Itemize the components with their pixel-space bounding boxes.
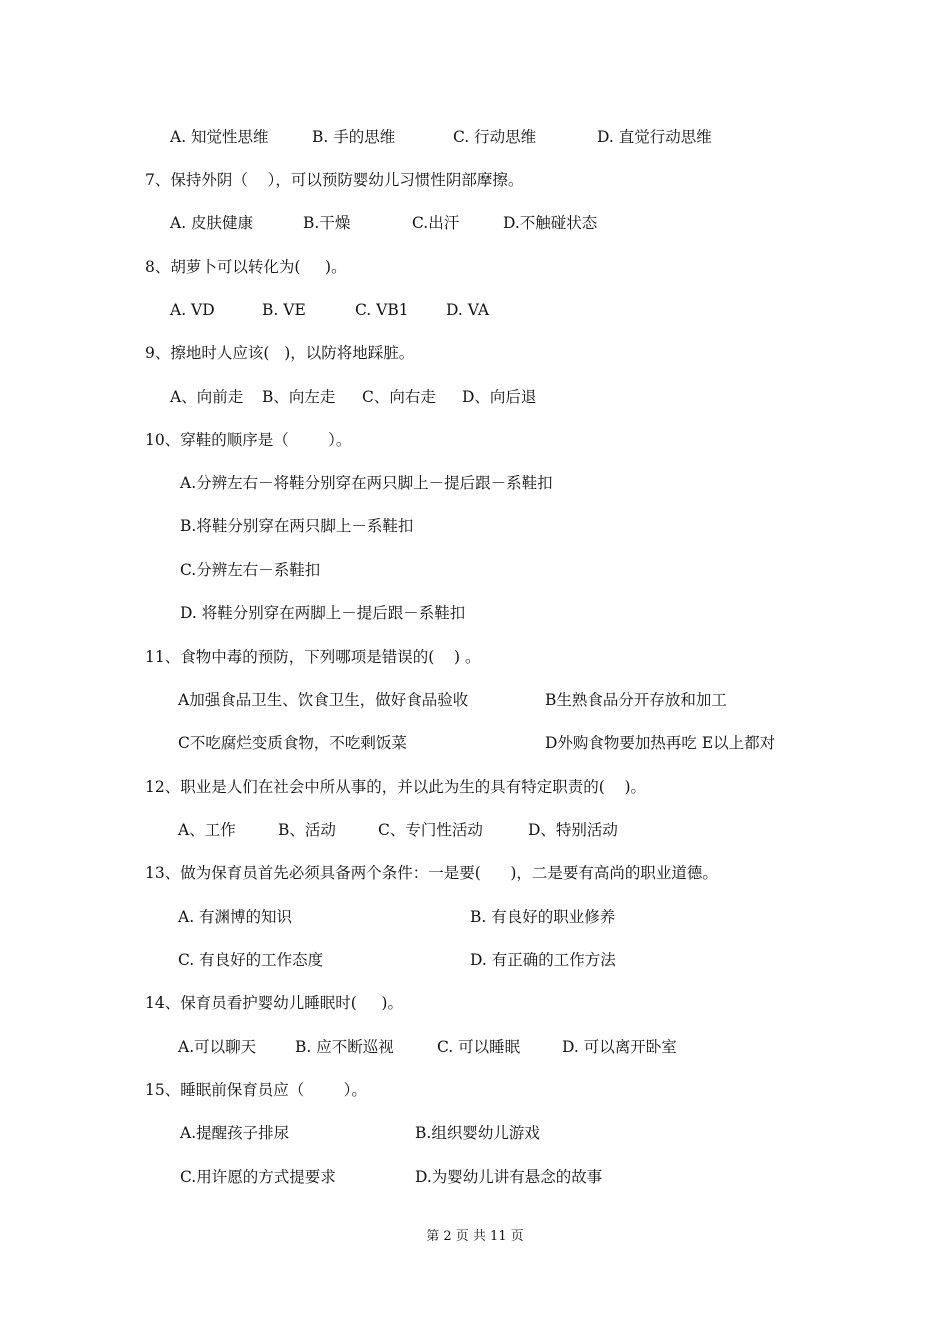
q6-option-c: C. 行动思维 <box>453 128 537 146</box>
q12-option-a: A、工作 <box>178 821 236 839</box>
q13-option-c: C. 有良好的工作态度 <box>178 951 324 969</box>
q11-option-d: D外购食物要加热再吃 E以上都对 <box>545 734 776 752</box>
q9-option-b: B、向左走 <box>262 388 336 406</box>
q6-option-a: A. 知觉性思维 <box>170 128 269 146</box>
q10-stem: 10、穿鞋的顺序是（ ）。 <box>145 431 352 449</box>
q12-option-d: D、特别活动 <box>528 821 618 839</box>
q8-option-b: B. VE <box>262 301 306 319</box>
q10-option-b: B.将鞋分别穿在两只脚上－系鞋扣 <box>180 517 414 535</box>
q8-option-c: C. VB1 <box>355 301 409 319</box>
q11-option-a: A加强食品卫生、饮食卫生，做好食品验收 <box>178 691 469 709</box>
q9-option-c: C、向右走 <box>362 388 436 406</box>
q14-option-b: B. 应不断巡视 <box>295 1038 394 1056</box>
q14-option-c: C. 可以睡眠 <box>437 1038 521 1056</box>
q12-stem: 12、职业是人们在社会中所从事的，并以此为生的具有特定职责的( )。 <box>145 778 647 796</box>
q13-option-b: B. 有良好的职业修养 <box>470 908 616 926</box>
q11-option-b: B生熟食品分开存放和加工 <box>545 691 727 709</box>
q7-option-c: C.出汗 <box>412 214 460 232</box>
q11-option-c: C不吃腐烂变质食物，不吃剩饭菜 <box>178 734 407 752</box>
q8-option-a: A. VD <box>170 301 215 319</box>
q14-stem: 14、保育员看护婴幼儿睡眠时( )。 <box>145 994 403 1012</box>
q9-option-a: A、向前走 <box>170 388 244 406</box>
q10-option-c: C.分辨左右－系鞋扣 <box>180 561 321 579</box>
q13-option-d: D. 有正确的工作方法 <box>470 951 616 969</box>
q7-option-a: A. 皮肤健康 <box>170 214 254 232</box>
q7-option-b: B.干燥 <box>303 214 351 232</box>
q7-option-d: D.不触碰状态 <box>503 214 598 232</box>
q9-option-d: D、向后退 <box>462 388 537 406</box>
q15-option-c: C.用许愿的方式提要求 <box>180 1168 336 1186</box>
q7-stem: 7、保持外阴（ ），可以预防婴幼儿习惯性阴部摩擦。 <box>145 171 524 189</box>
q12-option-c: C、专门性活动 <box>378 821 483 839</box>
q9-stem: 9、擦地时人应该( )，以防将地踩脏。 <box>145 344 415 362</box>
q6-option-d: D. 直觉行动思维 <box>597 128 712 146</box>
q8-stem: 8、胡萝卜可以转化为( )。 <box>145 258 347 276</box>
q15-option-b: B.组织婴幼儿游戏 <box>415 1124 540 1142</box>
q10-option-d: D. 将鞋分别穿在两脚上－提后跟－系鞋扣 <box>180 604 466 622</box>
q14-option-a: A.可以聊天 <box>178 1038 257 1056</box>
q15-option-d: D.为婴幼儿讲有悬念的故事 <box>415 1168 603 1186</box>
q15-option-a: A.提醒孩子排尿 <box>180 1124 290 1142</box>
q12-option-b: B、活动 <box>278 821 336 839</box>
q6-option-b: B. 手的思维 <box>312 128 396 146</box>
q13-option-a: A. 有渊博的知识 <box>178 908 293 926</box>
q8-option-d: D. VA <box>446 301 490 319</box>
page-number-footer: 第 2 页 共 11 页 <box>426 1229 524 1244</box>
q14-option-d: D. 可以离开卧室 <box>562 1038 677 1056</box>
q15-stem: 15、睡眠前保育员应（ ）。 <box>145 1081 367 1099</box>
q10-option-a: A.分辨左右－将鞋分别穿在两只脚上－提后跟－系鞋扣 <box>180 474 553 492</box>
q11-stem: 11、食物中毒的预防，下列哪项是错误的( ) 。 <box>145 648 481 666</box>
q13-stem: 13、做为保育员首先必须具备两个条件：一是要( )，二是要有高尚的职业道德。 <box>145 864 718 882</box>
